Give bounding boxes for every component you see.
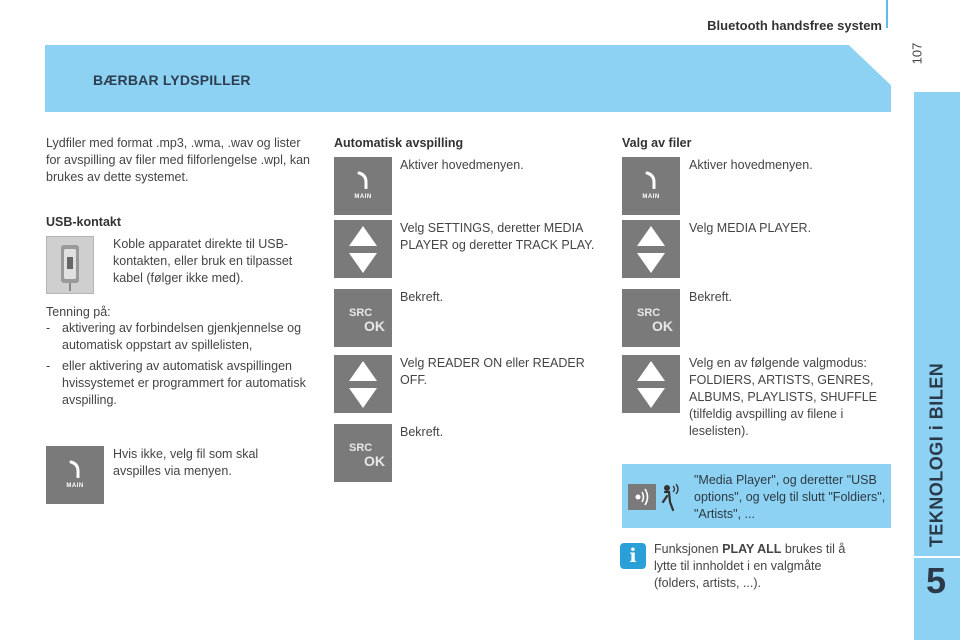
usb-heading: USB-kontakt bbox=[46, 215, 122, 229]
auto-play-heading: Automatisk avspilling bbox=[334, 136, 464, 150]
voice-command-text: "Media Player", og deretter "USB options", og velg til slutt "Foldiers", "Artists", ... bbox=[694, 473, 886, 521]
up-down-arrows-icon bbox=[622, 355, 680, 413]
voice-button-icon bbox=[628, 484, 656, 510]
chapter-label: TEKNOLOGI i BILEN bbox=[926, 362, 947, 548]
otherwise-text: Hvis ikke, velg fil som skal avspilles via menyen. bbox=[113, 447, 259, 478]
main-button-icon: MAIN bbox=[334, 157, 392, 215]
section-title: BÆRBAR LYDSPILLER bbox=[93, 72, 251, 88]
list-item: aktivering av forbindelsen gjenkjennelse og automatisk oppstart av spillelisten, bbox=[62, 321, 302, 352]
step-text: Bekreft. bbox=[400, 425, 444, 439]
chapter-number: 5 bbox=[925, 560, 947, 601]
list-dash: - bbox=[46, 321, 51, 335]
src-ok-button-icon: SRC OK bbox=[334, 424, 392, 482]
list-dash: - bbox=[46, 359, 51, 373]
step-text: Aktiver hovedmenyen. bbox=[400, 158, 524, 172]
step-text: Velg SETTINGS, deretter MEDIA PLAYER og deretter TRACK PLAY. bbox=[400, 221, 595, 252]
step-text: Velg READER ON eller READER OFF. bbox=[400, 356, 585, 387]
info-text: Funksjonen PLAY ALL brukes til å lytte til innholdet i en valgmåte (folders, artists, ...). bbox=[654, 542, 846, 590]
file-select-heading: Valg av filer bbox=[622, 136, 692, 150]
intro-text: Lydfiler med format .mp3, .wma, .wav og lister for avspilling av filer med filforlengelse .wpl, kan brukes av dette systemet. bbox=[46, 136, 311, 184]
up-down-arrows-icon bbox=[334, 220, 392, 278]
step-text: Velg MEDIA PLAYER. bbox=[689, 221, 812, 235]
step-text: Bekreft. bbox=[689, 290, 733, 304]
list-item: eller aktivering av automatisk avspillingen hvissystemet er programmert for automatisk avspilling. bbox=[62, 359, 306, 407]
step-text: Bekreft. bbox=[400, 290, 444, 304]
usb-text: Koble apparatet direkte til USB-kontakten, eller bruk en tilpasset kabel (følger ikke med). bbox=[113, 237, 293, 285]
ignition-heading: Tenning på: bbox=[46, 305, 111, 319]
running-header: Bluetooth handsfree system bbox=[707, 18, 882, 33]
speaking-person-icon bbox=[661, 482, 683, 512]
header-divider bbox=[886, 0, 888, 28]
chapter-separator bbox=[914, 556, 960, 558]
up-down-arrows-icon bbox=[622, 220, 680, 278]
src-ok-button-icon: SRC OK bbox=[334, 289, 392, 347]
src-ok-button-icon: SRC OK bbox=[622, 289, 680, 347]
page-number: 107 bbox=[909, 42, 925, 65]
step-text: Aktiver hovedmenyen. bbox=[689, 158, 813, 172]
up-down-arrows-icon bbox=[334, 355, 392, 413]
main-button-icon: MAIN bbox=[622, 157, 680, 215]
usb-port-icon bbox=[46, 236, 94, 294]
info-bold-term: PLAY ALL bbox=[722, 542, 782, 556]
info-icon: i bbox=[620, 543, 646, 569]
step-text: Velg en av følgende valgmodus: FOLDIERS, ARTISTS, GENRES, ALBUMS, PLAYLISTS, SHUFFLE (tilfeldig avspilling av filene i leselisten). bbox=[689, 356, 878, 438]
main-button-icon: MAIN bbox=[46, 446, 104, 504]
